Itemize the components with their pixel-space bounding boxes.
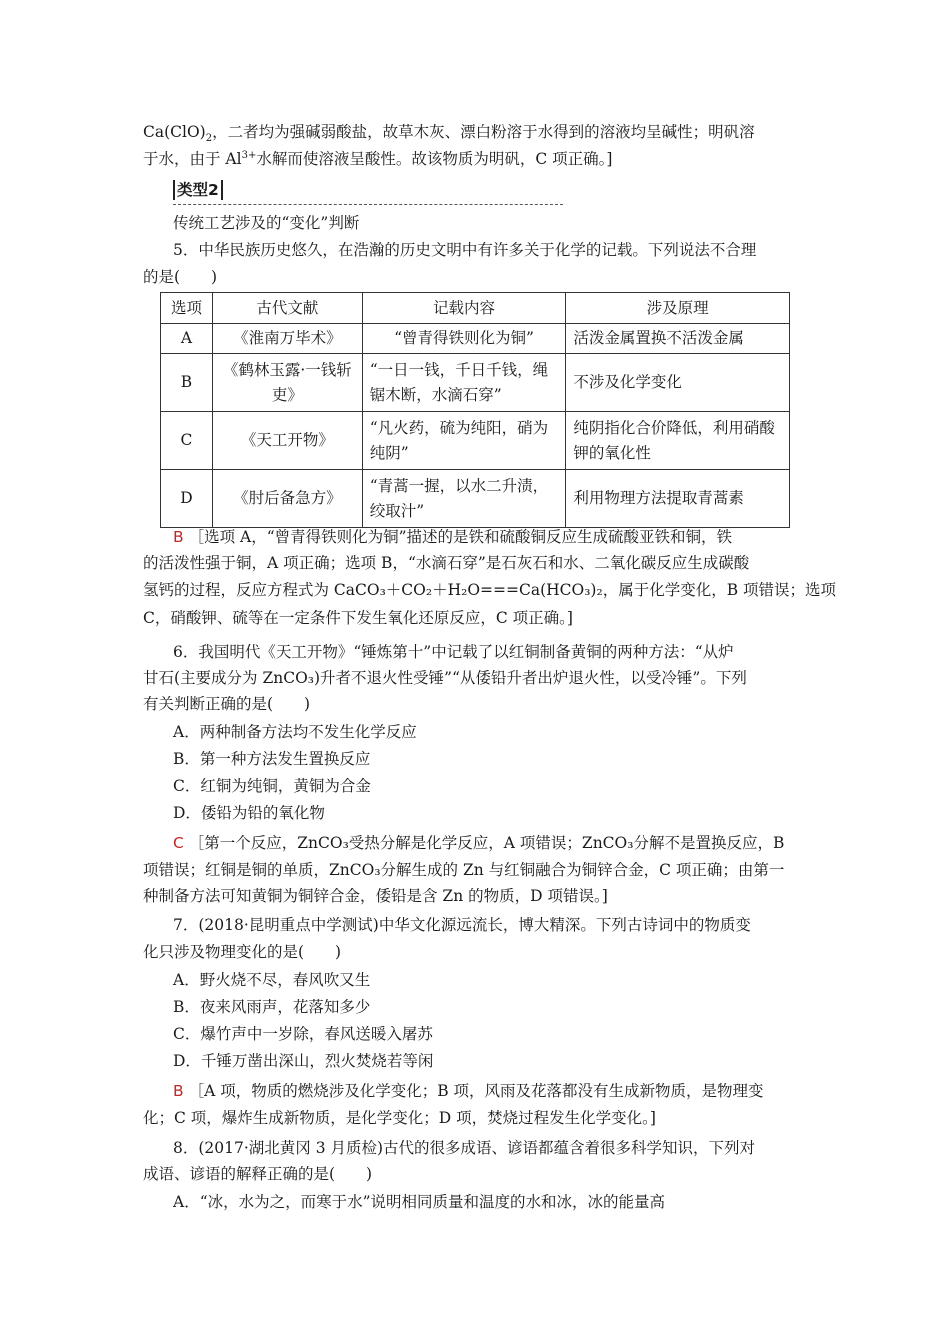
cell-option: A [161, 324, 213, 354]
q6-stem-3: 有关判断正确的是( ) [143, 695, 311, 713]
q6-explanation-1: C ［第一个反应，ZnCO₃受热分解是化学反应，A 项错误；ZnCO₃分解不是置换反应，B [173, 834, 785, 852]
q7-stem-1: 7．(2018·昆明重点中学测试)中华文化源远流长，博大精深。下列古诗词中的物质变 [173, 916, 751, 934]
section-subtitle: 传统工艺涉及的“变化”判断 [173, 214, 360, 232]
section-heading: 类型2 [173, 180, 563, 205]
q7-stem-2: 化只涉及物理变化的是( ) [143, 943, 342, 961]
q7-option-b: B．夜来风雨声，花落知多少 [173, 998, 371, 1016]
q5-explanation-4: C，硝酸钾、硫等在一定条件下发生氧化还原反应，C 项正确。] [143, 609, 573, 627]
q7-option-a: A．野火烧不尽，春风吹又生 [173, 971, 371, 989]
answer-label: B [173, 1082, 184, 1100]
cell-option: C [161, 412, 213, 470]
cell-content: “凡火药，硫为纯阳，硝为纯阴” [362, 412, 566, 470]
q5-explanation-3: 氢钙的过程，反应方程式为 CaCO₃＋CO₂＋H₂O===Ca(HCO₃)₂，属于化学变化，B 项错误；选项 [143, 581, 837, 599]
header-principle: 涉及原理 [566, 293, 790, 324]
cell-source: 《鹤林玉露·一钱斩吏》 [212, 354, 362, 412]
header-content: 记载内容 [362, 293, 566, 324]
q7-explanation-1: B ［A 项，物质的燃烧涉及化学变化；B 项，风雨及花落都没有生成新物质，是物理变 [173, 1082, 764, 1100]
q6-explanation-3: 种制备方法可知黄铜为铜锌合金，倭铅是含 Zn 的物质，D 项错误。] [143, 887, 608, 905]
table-row [161, 354, 790, 412]
q7-explanation-2: 化；C 项，爆炸生成新物质，是化学变化；D 项，焚烧过程发生化学变化。] [143, 1109, 656, 1127]
cell-principle: 活泼金属置换不活泼金属 [566, 324, 790, 354]
table-row [161, 470, 790, 528]
answer-label: C [173, 834, 184, 852]
cell-content: “曾青得铁则化为铜” [362, 324, 566, 354]
cell-principle: 纯阴指化合价降低，利用硝酸钾的氧化性 [566, 412, 790, 470]
cell-option: B [161, 354, 213, 412]
q7-option-c: C．爆竹声中一岁除，春风送暖入屠苏 [173, 1025, 433, 1043]
q7-option-d: D．千锤万凿出深山，烈火焚烧若等闲 [173, 1052, 434, 1070]
q6-option-b: B．第一种方法发生置换反应 [173, 750, 371, 768]
table-row [161, 412, 790, 470]
q8-stem-1: 8．(2017·湖北黄冈 3 月质检)古代的很多成语、谚语都蕴含着很多科学知识，下列对 [173, 1139, 756, 1157]
intro-line-1: $Ca(ClO)_2$，二者均为强碱弱酸盐，故草木灰、漂白粉溶于水得到的溶液均呈碱性；明矾溶 [143, 123, 755, 145]
q6-option-d: D．倭铅为铅的氧化物 [173, 804, 325, 822]
q6-option-a: A．两种制备方法均不发生化学反应 [173, 723, 417, 741]
q6-stem-2: 甘石(主要成分为 ZnCO₃)升者不退火性受锤”“从倭铅升者出炉退火性，以受冷锤”。下列 [143, 669, 747, 687]
cell-content: “一日一钱，千日千钱，绳锯木断，水滴石穿” [362, 354, 566, 412]
q6-explanation-2: 项错误；红铜是铜的单质，ZnCO₃分解生成的 Zn 与红铜融合为铜锌合金，C 项正确；由第一 [143, 861, 785, 879]
table-row [161, 324, 790, 354]
q5-explanation-2: 的活泼性强于铜，A 项正确；选项 B，“水滴石穿”是石灰石和水、二氧化碳反应生成碳酸 [143, 554, 750, 572]
q8-option-a: A．“冰，水为之，而寒于水”说明相同质量和温度的水和冰，冰的能量高 [173, 1193, 666, 1211]
q5-table [160, 292, 790, 528]
q5-stem-1: 5．中华民族历史悠久，在浩瀚的历史文明中有许多关于化学的记载。下列说法不合理 [173, 241, 757, 259]
intro-line-2: 于水，由于 $Al^{3+}$水解而使溶液呈酸性。故该物质为明矾，C 项正确。] [143, 149, 613, 168]
cell-principle: 不涉及化学变化 [566, 354, 790, 412]
q8-stem-2: 成语、谚语的解释正确的是( ) [143, 1165, 373, 1183]
answer-label: B [173, 528, 184, 546]
q5-explanation-1: B ［选项 A，“曾青得铁则化为铜”描述的是铁和硫酸铜反应生成硫酸亚铁和铜，铁 [173, 528, 733, 546]
cell-content: “青蒿一握，以水二升渍，绞取汁” [362, 470, 566, 528]
cell-source: 《淮南万毕术》 [212, 324, 362, 354]
q5-stem-2: 的是( ) [143, 268, 218, 286]
q6-stem-1: 6．我国明代《天工开物》“锤炼第十”中记载了以红铜制备黄铜的两种方法：“从炉 [173, 643, 734, 661]
cell-option: D [161, 470, 213, 528]
table-header-row [161, 293, 790, 324]
cell-source: 《肘后备急方》 [212, 470, 362, 528]
cell-source: 《天工开物》 [212, 412, 362, 470]
cell-principle: 利用物理方法提取青蒿素 [566, 470, 790, 528]
q6-option-c: C．红铜为纯铜，黄铜为合金 [173, 777, 371, 795]
header-source: 古代文献 [212, 293, 362, 324]
header-option: 选项 [161, 293, 213, 324]
